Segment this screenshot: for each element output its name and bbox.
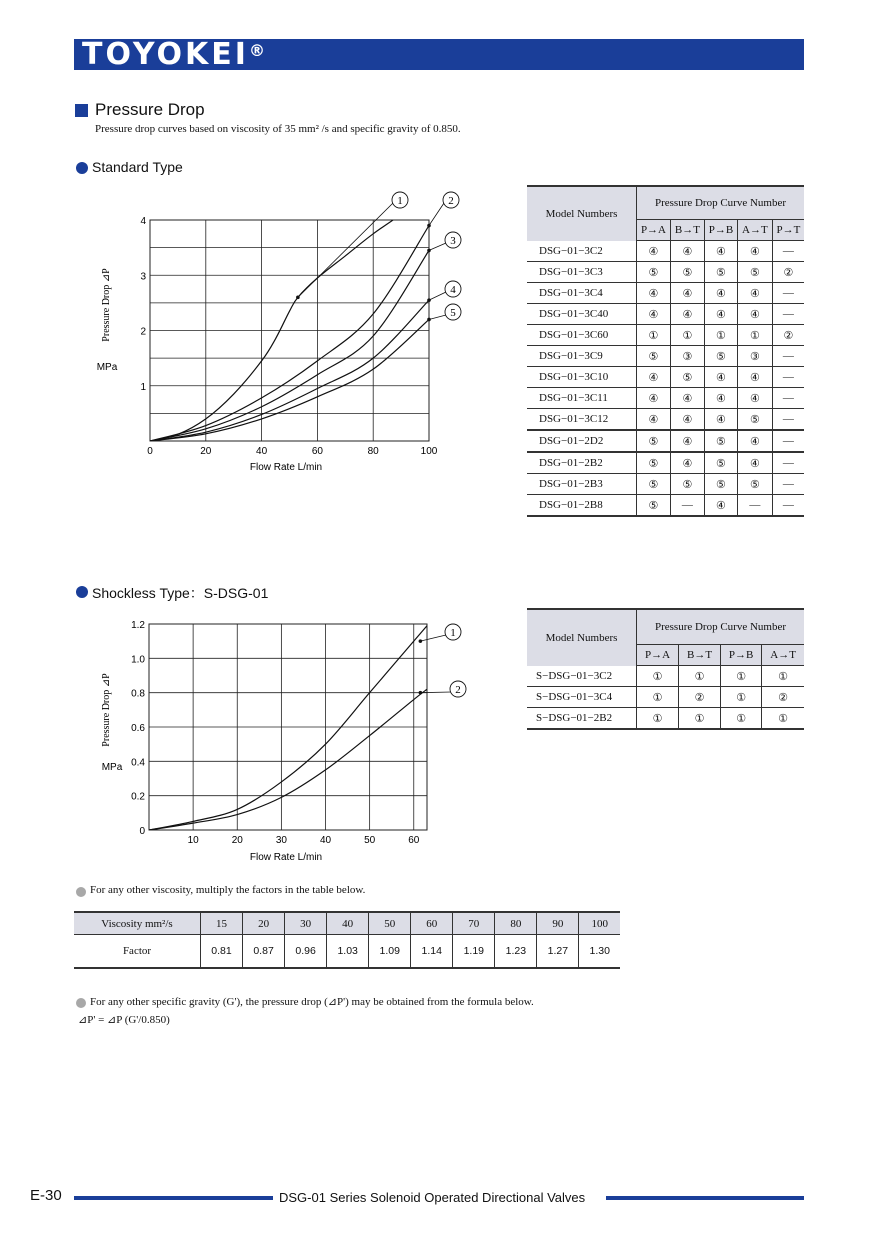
curve-number: ① <box>762 666 804 687</box>
factor-value: 0.96 <box>285 935 327 969</box>
curve-number: ④ <box>670 283 704 304</box>
bullet-dot-icon <box>76 162 88 174</box>
curve-number: — <box>772 241 804 262</box>
note-bullet-icon <box>76 887 86 897</box>
callout-leader <box>429 315 446 319</box>
curve-number: ① <box>679 666 721 687</box>
curve-number: ① <box>637 708 679 730</box>
port-header: B→T <box>679 645 721 666</box>
series-line-2 <box>149 689 427 830</box>
curve-marker-label: 3 <box>450 235 456 247</box>
model-number: DSG−01−2D2 <box>527 430 637 452</box>
factor-label: Factor <box>74 935 201 969</box>
curve-number: ⑤ <box>637 452 671 474</box>
model-number: DSG−01−2B8 <box>527 495 637 517</box>
curve-number: ⑤ <box>704 452 737 474</box>
x-tick-label: 20 <box>231 835 243 846</box>
curve-marker-label: 2 <box>455 684 461 696</box>
curve-number: ① <box>670 325 704 346</box>
curve-number: ⑤ <box>637 346 671 367</box>
table-row <box>527 304 804 325</box>
x-tick-label: 60 <box>311 446 323 457</box>
curve-number: ④ <box>704 495 737 517</box>
curve-number: ④ <box>637 241 671 262</box>
callout-leader <box>298 203 393 297</box>
curve-number: — <box>772 367 804 388</box>
gravity-formula: ⊿P' = ⊿P (G'/0.850) <box>78 1014 170 1026</box>
x-tick-label: 80 <box>367 446 379 457</box>
callout-dot <box>296 296 300 300</box>
curve-number: ② <box>772 325 804 346</box>
curve-number: — <box>772 430 804 452</box>
curve-number: ⑤ <box>670 262 704 283</box>
y-unit-label: MPa <box>101 762 123 773</box>
model-number: DSG−01−2B3 <box>527 474 637 495</box>
curve-number: ④ <box>738 367 773 388</box>
curve-number: ④ <box>704 367 737 388</box>
curve-number: ② <box>679 687 721 708</box>
model-number: DSG−01−3C9 <box>527 346 637 367</box>
y-tick-label: 0.4 <box>131 757 145 769</box>
curve-number: ④ <box>637 388 671 409</box>
factor-value: 1.03 <box>327 935 369 969</box>
curve-number: ④ <box>670 430 704 452</box>
curve-number: ④ <box>704 241 737 262</box>
series-line-1 <box>149 626 427 830</box>
model-number: DSG−01−3C11 <box>527 388 637 409</box>
factor-value: 0.81 <box>201 935 243 969</box>
curve-number: — <box>738 495 773 517</box>
curve-number: ⑤ <box>738 474 773 495</box>
x-axis-label: Flow Rate L/min <box>249 852 323 863</box>
standard-pressure-drop-chart <box>80 185 530 480</box>
y-tick-label: 0 <box>139 826 145 837</box>
y-axis-label: Pressure Drop ⊿P <box>101 268 112 342</box>
footer-title: DSG-01 Series Solenoid Operated Directional Valves <box>279 1190 586 1205</box>
curve-number: — <box>670 495 704 517</box>
x-tick-label: 50 <box>364 835 376 846</box>
curve-header: Pressure Drop Curve Number <box>637 186 805 220</box>
curve-number: ① <box>721 687 762 708</box>
table-row <box>527 262 804 283</box>
factor-value: 1.09 <box>369 935 411 969</box>
viscosity-factor-table <box>74 911 620 969</box>
curve-number: ⑤ <box>704 430 737 452</box>
curve-number: ① <box>738 325 773 346</box>
curve-number: — <box>772 452 804 474</box>
port-header: P→B <box>721 645 762 666</box>
curve-number: ① <box>637 325 671 346</box>
factor-value: 1.23 <box>495 935 537 969</box>
table-row <box>527 666 804 687</box>
x-tick-label: 100 <box>420 446 438 457</box>
curve-number: ① <box>637 666 679 687</box>
curve-number: ④ <box>738 388 773 409</box>
curve-number: ③ <box>738 346 773 367</box>
model-number: DSG−01−2B2 <box>527 452 637 474</box>
table-row <box>527 346 804 367</box>
port-header: P→T <box>772 220 804 241</box>
curve-marker-label: 1 <box>397 195 403 207</box>
y-tick-label: 2 <box>140 326 146 338</box>
shockless-pressure-drop-chart <box>80 610 530 870</box>
curve-number: ④ <box>704 409 737 431</box>
model-number: DSG−01−3C40 <box>527 304 637 325</box>
curve-marker-label: 4 <box>450 284 456 296</box>
y-tick-label: 1 <box>140 381 146 393</box>
callout-dot <box>427 249 431 253</box>
curve-number: ④ <box>704 304 737 325</box>
curve-number: ④ <box>670 241 704 262</box>
factor-value: 1.27 <box>537 935 579 969</box>
viscosity-value: 80 <box>495 912 537 935</box>
curve-number: ⑤ <box>637 430 671 452</box>
curve-marker-label: 2 <box>448 195 454 207</box>
curve-number: ⑤ <box>670 367 704 388</box>
port-header: P→A <box>637 645 679 666</box>
model-number: S−DSG−01−3C4 <box>527 687 637 708</box>
table-row <box>527 283 804 304</box>
model-number: S−DSG−01−3C2 <box>527 666 637 687</box>
model-number: DSG−01−3C10 <box>527 367 637 388</box>
table-row <box>527 430 804 452</box>
viscosity-value: 50 <box>369 912 411 935</box>
viscosity-note: For any other viscosity, multiply the factors in the table below. <box>90 884 366 896</box>
curve-number: ④ <box>637 367 671 388</box>
viscosity-value: 30 <box>285 912 327 935</box>
section-marker-icon <box>75 104 88 117</box>
factor-value: 1.30 <box>589 945 610 957</box>
callout-leader <box>420 635 446 641</box>
curve-number: ① <box>721 708 762 730</box>
table-row <box>527 325 804 346</box>
model-header: Model Numbers <box>527 186 637 241</box>
curve-number: ④ <box>738 452 773 474</box>
curve-number: ③ <box>670 346 704 367</box>
gravity-note: For any other specific gravity (G'), the pressure drop (⊿P') may be obtained from the formula below. <box>90 996 534 1008</box>
callout-dot <box>427 298 431 302</box>
curve-number: ⑤ <box>738 262 773 283</box>
y-tick-label: 1.0 <box>131 654 145 666</box>
curve-number: — <box>772 409 804 431</box>
footer-rule <box>606 1196 804 1200</box>
curve-number: — <box>772 346 804 367</box>
table-row <box>527 452 804 474</box>
curve-number: — <box>772 304 804 325</box>
viscosity-value: 70 <box>453 912 495 935</box>
model-number: DSG−01−3C4 <box>527 283 637 304</box>
curve-number: ⑤ <box>637 474 671 495</box>
curve-number: ④ <box>738 430 773 452</box>
curve-number: ④ <box>670 388 704 409</box>
curve-number: ④ <box>738 241 773 262</box>
table-row <box>527 409 804 431</box>
curve-number: ② <box>772 262 804 283</box>
table-row <box>527 367 804 388</box>
curve-number: — <box>772 495 804 517</box>
shockless-curve-table <box>527 608 804 730</box>
callout-dot <box>427 224 431 228</box>
viscosity-value: 90 <box>537 912 579 935</box>
standard-curve-table <box>527 185 804 517</box>
x-tick-label: 0 <box>147 446 153 457</box>
callout-leader <box>429 292 446 300</box>
curve-number: ① <box>679 708 721 730</box>
table-row <box>527 495 804 517</box>
shockless-type-title: Shockless Type：S-DSG-01 <box>92 585 269 601</box>
curve-number: ⑤ <box>637 262 671 283</box>
curve-number: — <box>772 388 804 409</box>
curve-number: ⑤ <box>738 409 773 431</box>
curve-number: ④ <box>670 409 704 431</box>
viscosity-value: 20 <box>243 912 285 935</box>
curve-number: ① <box>704 325 737 346</box>
y-tick-label: 0.8 <box>131 688 145 700</box>
viscosity-label: Viscosity mm²/s <box>74 912 201 935</box>
curve-number: ② <box>762 687 804 708</box>
callout-leader <box>429 243 446 250</box>
port-header: A→T <box>762 645 804 666</box>
x-tick-label: 30 <box>275 835 287 846</box>
brand-logo: TOYOKEI® <box>82 37 265 72</box>
table-row <box>527 474 804 495</box>
y-tick-label: 0.2 <box>131 791 145 803</box>
curve-number: ④ <box>670 304 704 325</box>
viscosity-value: 100 <box>579 912 620 935</box>
curve-header: Pressure Drop Curve Number <box>637 609 805 645</box>
callout-leader <box>429 203 444 226</box>
model-number: DSG−01−3C60 <box>527 325 637 346</box>
callout-dot <box>427 318 431 322</box>
curve-number: ① <box>721 666 762 687</box>
curve-marker-label: 5 <box>450 307 456 319</box>
port-header: P→A <box>637 220 671 241</box>
curve-number: ① <box>637 687 679 708</box>
table-row <box>527 241 804 262</box>
curve-number: ⑤ <box>704 474 737 495</box>
x-tick-label: 60 <box>408 835 420 846</box>
curve-number: ④ <box>637 409 671 431</box>
curve-number: ④ <box>637 304 671 325</box>
series-line-4 <box>150 300 429 441</box>
model-number: DSG−01−3C3 <box>527 262 637 283</box>
y-tick-label: 0.6 <box>131 723 145 734</box>
model-header: Model Numbers <box>527 609 637 666</box>
viscosity-value: 60 <box>411 912 453 935</box>
curve-number: ⑤ <box>704 262 737 283</box>
section-description: Pressure drop curves based on viscosity of 35 mm² /s and specific gravity of 0.850. <box>95 123 461 135</box>
brand-bar <box>74 39 804 70</box>
port-header: P→B <box>704 220 737 241</box>
y-unit-label: MPa <box>96 362 118 373</box>
note-bullet-icon <box>76 998 86 1008</box>
callout-dot <box>419 639 423 643</box>
port-header: A→T <box>738 220 773 241</box>
callout-dot <box>419 691 423 695</box>
curve-marker-label: 1 <box>450 627 456 639</box>
curve-number: ④ <box>704 283 737 304</box>
x-tick-label: 40 <box>319 835 332 846</box>
x-tick-label: 40 <box>256 446 268 457</box>
bullet-dot-icon <box>76 586 88 598</box>
curve-number: — <box>772 283 804 304</box>
section-title: Pressure Drop <box>95 100 205 119</box>
model-number: DSG−01−3C12 <box>527 409 637 431</box>
factor-value: 0.87 <box>243 935 285 969</box>
curve-number: ④ <box>738 304 773 325</box>
curve-number: ④ <box>670 452 704 474</box>
y-tick-label: 4 <box>140 216 146 227</box>
table-row <box>527 687 804 708</box>
model-number: DSG−01−3C2 <box>527 241 637 262</box>
curve-number: ⑤ <box>704 346 737 367</box>
factor-value: 1.19 <box>453 935 495 969</box>
y-axis-label: Pressure Drop ⊿P <box>101 673 112 747</box>
table-row <box>527 388 804 409</box>
x-tick-label: 10 <box>187 835 199 846</box>
port-header: B→T <box>670 220 704 241</box>
model-number: S−DSG−01−2B2 <box>527 708 637 730</box>
viscosity-value: 15 <box>201 912 243 935</box>
curve-number: ④ <box>738 283 773 304</box>
footer-rule <box>74 1196 273 1200</box>
curve-number: ⑤ <box>670 474 704 495</box>
curve-number: ④ <box>704 388 737 409</box>
standard-type-title: Standard Type <box>92 159 183 175</box>
viscosity-value: 40 <box>327 912 369 935</box>
curve-number: ⑤ <box>637 495 671 517</box>
curve-number: ① <box>762 708 804 730</box>
x-axis-label: Flow Rate L/min <box>249 462 323 473</box>
curve-number: ④ <box>637 283 671 304</box>
x-tick-label: 20 <box>200 446 212 457</box>
page-number: E-30 <box>30 1187 62 1204</box>
table-row <box>527 708 804 730</box>
y-tick-label: 1.2 <box>131 620 145 631</box>
y-tick-label: 3 <box>140 271 146 283</box>
curve-number: — <box>772 474 804 495</box>
callout-leader <box>420 692 451 693</box>
factor-value: 1.14 <box>411 935 453 969</box>
